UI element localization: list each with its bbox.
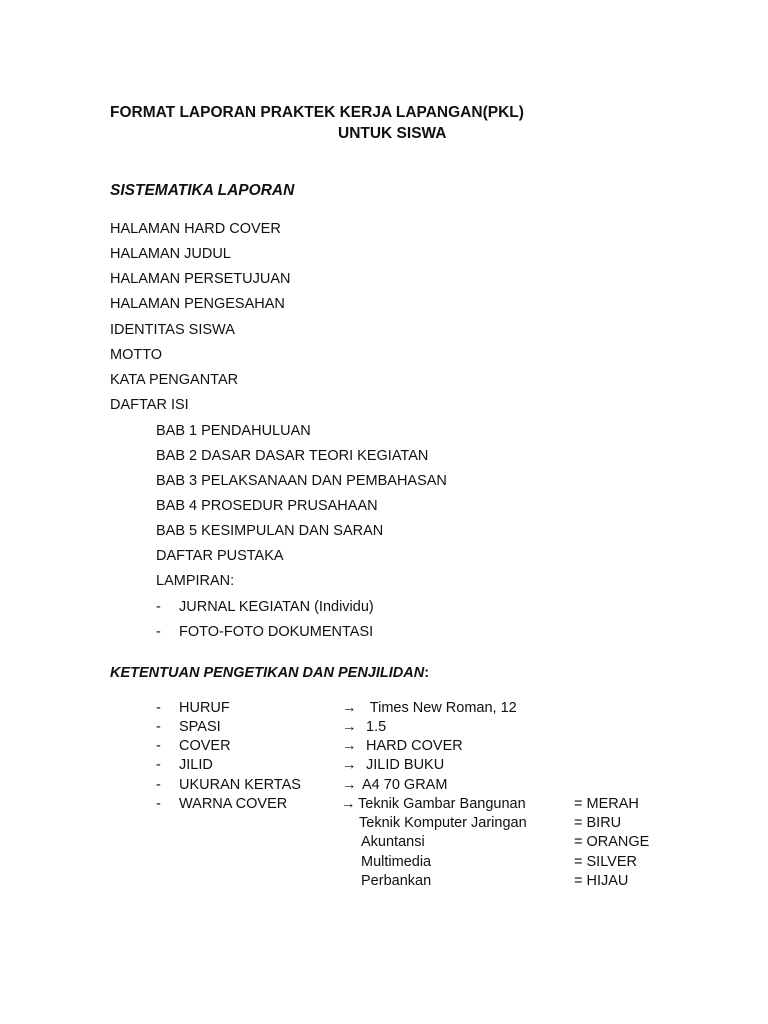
cover-color: = MERAH <box>574 796 639 812</box>
arrow-right-icon: → <box>342 719 357 735</box>
list-item: HALAMAN HARD COVER <box>110 221 281 237</box>
sub-list-item: LAMPIRAN: <box>156 573 235 589</box>
list-item: HALAMAN PERSETUJUAN <box>110 271 291 287</box>
bullet-dash: - <box>156 599 161 615</box>
arrow-right-icon: → <box>342 757 357 773</box>
bullet-dash: - <box>156 700 161 716</box>
bullet-dash: - <box>156 777 161 793</box>
list-item: HALAMAN JUDUL <box>110 246 231 262</box>
arrow-right-icon: → <box>342 777 357 793</box>
spec-label: HURUF <box>179 700 230 716</box>
section-heading-sistematika: SISTEMATIKA LAPORAN <box>110 182 295 199</box>
program-name: Teknik Komputer Jaringan <box>359 815 527 831</box>
spec-label: WARNA COVER <box>179 796 288 812</box>
sub-list-item: BAB 5 KESIMPULAN DAN SARAN <box>156 523 384 539</box>
program-name: Perbankan <box>361 873 432 889</box>
program-name: Akuntansi <box>361 834 425 850</box>
lampiran-item: JURNAL KEGIATAN (Individu) <box>179 599 374 615</box>
sub-list-item: BAB 4 PROSEDUR PRUSAHAAN <box>156 498 378 514</box>
list-item: DAFTAR ISI <box>110 397 189 413</box>
cover-color: = HIJAU <box>574 873 629 889</box>
cover-color: = BIRU <box>574 815 622 831</box>
section-heading-ketentuan <box>110 665 429 681</box>
sub-list-item: DAFTAR PUSTAKA <box>156 548 284 564</box>
spec-label: SPASI <box>179 719 221 735</box>
spec-value: JILID BUKU <box>362 757 445 773</box>
bullet-dash: - <box>156 624 161 640</box>
spec-label: COVER <box>179 738 231 754</box>
bullet-dash: - <box>156 738 161 754</box>
program-name: Teknik Gambar Bangunan <box>358 796 526 812</box>
heading-text: KETENTUAN PENGETIKAN DAN PENJILIDAN <box>110 665 425 681</box>
sub-list-item: BAB 2 DASAR DASAR TEORI KEGIATAN <box>156 448 429 464</box>
spec-value: HARD COVER <box>362 738 463 754</box>
spec-value: Times New Roman, 12 <box>362 700 517 716</box>
document-title: FORMAT LAPORAN PRAKTEK KERJA LAPANGAN(PKL) <box>110 104 524 121</box>
cover-color: = ORANGE <box>574 834 650 850</box>
sub-list-item: BAB 1 PENDAHULUAN <box>156 423 311 439</box>
document-subtitle: UNTUK SISWA <box>338 125 447 142</box>
arrow-right-icon: → <box>342 700 357 716</box>
program-name: Multimedia <box>361 854 432 870</box>
lampiran-item: FOTO-FOTO DOKUMENTASI <box>179 624 374 640</box>
list-item: HALAMAN PENGESAHAN <box>110 296 285 312</box>
bullet-dash: - <box>156 757 161 773</box>
arrow-right-icon: → <box>342 738 357 754</box>
spec-value: 1.5 <box>362 719 387 735</box>
sub-list-item: BAB 3 PELAKSANAAN DAN PEMBAHASAN <box>156 473 447 489</box>
heading-colon: : <box>424 665 430 681</box>
spec-label: UKURAN KERTAS <box>179 777 301 793</box>
bullet-dash: - <box>156 796 161 812</box>
list-item: KATA PENGANTAR <box>110 372 239 388</box>
cover-color: = SILVER <box>574 854 637 870</box>
list-item: MOTTO <box>110 347 163 363</box>
bullet-dash: - <box>156 719 161 735</box>
list-item: IDENTITAS SISWA <box>110 322 235 338</box>
arrow-right-icon: → <box>341 796 356 812</box>
spec-value: A4 70 GRAM <box>362 777 448 793</box>
spec-label: JILID <box>179 757 213 773</box>
